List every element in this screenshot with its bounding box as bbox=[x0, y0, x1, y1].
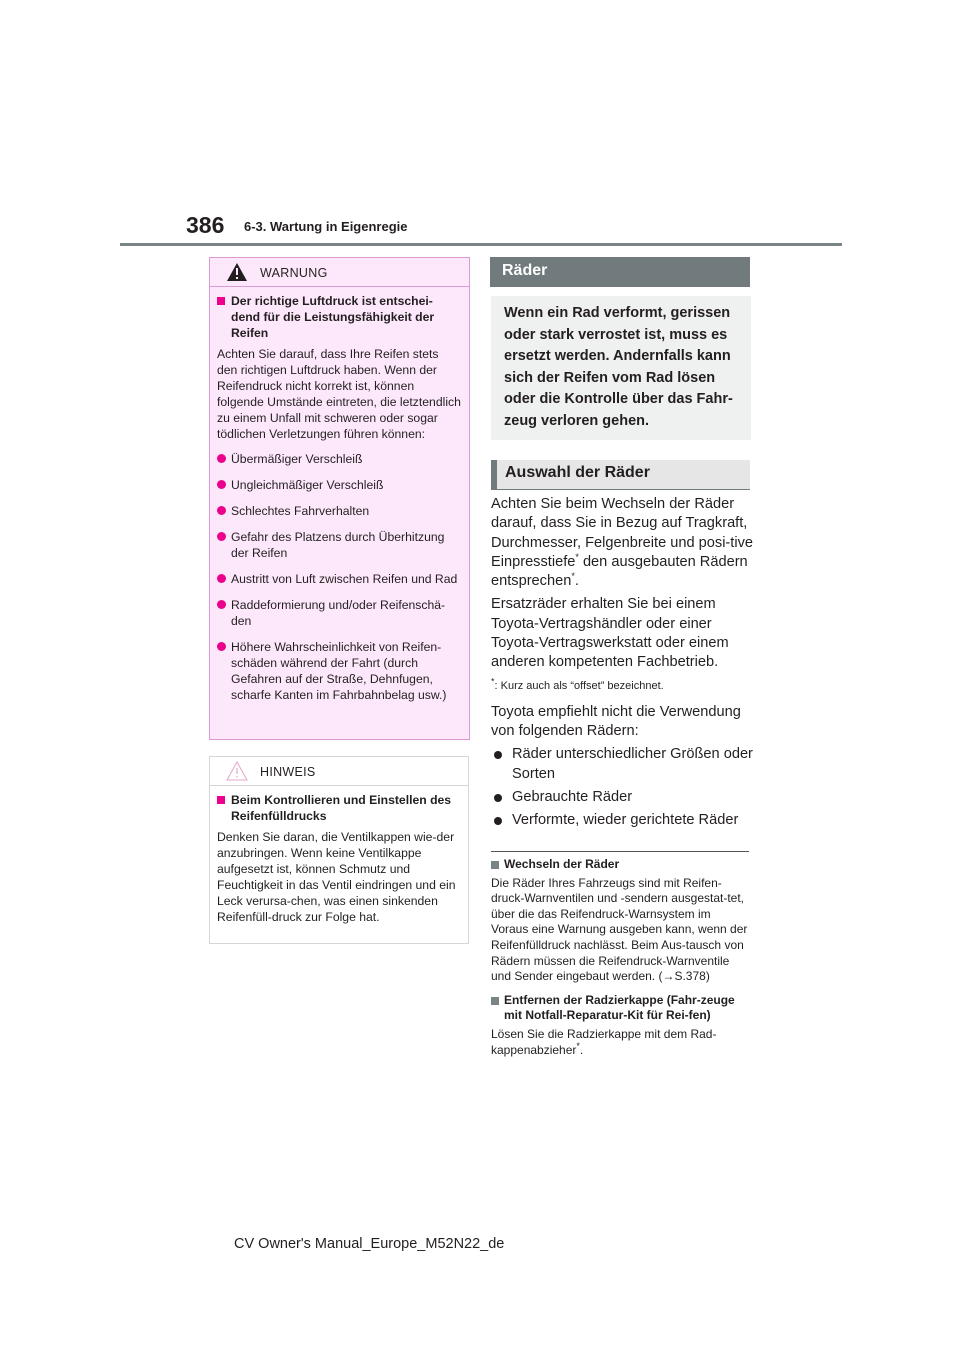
wheels-title-bar bbox=[490, 257, 750, 287]
list-item: Austritt von Luft zwischen Reifen und Rad bbox=[231, 572, 458, 586]
section-title: 6-3. Wartung in Eigenregie bbox=[244, 219, 408, 234]
list-item: Übermäßiger Verschleiß bbox=[231, 452, 363, 466]
footnote-mark: * bbox=[575, 552, 579, 563]
list-item: Verformte, wieder gerichtete Räder bbox=[512, 812, 739, 829]
square-bullet-icon bbox=[491, 997, 499, 1005]
bullet-icon bbox=[217, 480, 226, 489]
list-item: Räder unterschiedlicher Größen oder Sorten bbox=[512, 746, 753, 782]
selection-title: Auswahl der Räder bbox=[505, 464, 650, 481]
list-item: Ungleichmäßiger Verschleiß bbox=[231, 478, 384, 492]
square-bullet-icon bbox=[217, 796, 225, 804]
bullet-icon bbox=[217, 532, 226, 541]
warning-intro: Achten Sie darauf, dass Ihre Reifen stets den richtigen Luftdruck haben. Wenn der Reifendruck nicht korrekt ist, können folgende Umstände eintreten, die letztendlich zu einem Unfall mit schweren oder sogar tödlichen Verletzungen führen können: bbox=[217, 347, 461, 441]
notice-heading: Beim Kontrollieren und Einstellen des Reifenfülldrucks bbox=[231, 793, 452, 823]
page-number: 386 bbox=[186, 212, 225, 238]
list-item: Gebrauchte Räder bbox=[512, 788, 633, 805]
page-footer: CV Owner's Manual_Europe_M52N22_de bbox=[234, 1236, 505, 1252]
header-rule bbox=[120, 243, 842, 246]
square-bullet-icon bbox=[491, 861, 499, 869]
footnote: *: Kurz auch als “offset” bezeichnet. bbox=[491, 676, 664, 692]
caution-icon bbox=[226, 761, 248, 781]
square-bullet-icon bbox=[217, 297, 225, 305]
selection-paragraph: Achten Sie beim Wechseln der Räder darauf, dass Sie in Bezug auf Tragkraft, Durchmesser, Felgenbreite und posi-tive Einpresstiefe* den ausgebauten Rädern entsprechen*. bbox=[491, 496, 754, 590]
selection-title-bar bbox=[491, 460, 750, 490]
list-item: Schlechtes Fahrverhalten bbox=[231, 504, 370, 518]
remove-heading: Entfernen der Radzierkappe (Fahr-zeuge mit Notfall-Reparatur-Kit für Rei-fen) bbox=[504, 992, 735, 1023]
list-item: Raddeformierung und/oder Reifenschä-den bbox=[231, 598, 446, 628]
notice-box bbox=[209, 756, 469, 944]
change-text: Die Räder Ihres Fahrzeugs sind mit Reifen-druck-Warnventilen und -sendern ausgestat-tet, über die das Reifendruck-Warnsystem im Voraus eine Warnung ausgeben kann, wenn der Reifenfülldruck nachlässt. Beim Aus-tausch von Rädern müssen die Reifendruck-Warnventile und Sender eingebaut werden. (→S.378) bbox=[491, 875, 748, 984]
warning-box bbox=[209, 257, 470, 740]
bullet-icon bbox=[217, 506, 226, 515]
selection-body bbox=[491, 495, 756, 834]
bullet-icon bbox=[494, 751, 502, 759]
wheels-summary: Wenn ein Rad verformt, gerissen oder stark verrostet ist, muss es ersetzt werden. Andernfalls kann sich der Reifen vom Rad lösen oder die Kontrolle über das Fahr-zeug verloren gehen. bbox=[491, 296, 751, 440]
bullet-icon bbox=[217, 574, 226, 583]
notice-text: Denken Sie daran, die Ventilkappen wie-der anzubringen. Wenn keine Ventilkappe aufgesetzt ist, können Schmutz und Feuchtigkeit in das Ventil eindringen und ein Leck verursa-chen, was einen sinkenden Reifenfüll-druck zur Folge hat. bbox=[217, 830, 456, 924]
notice-title: HINWEIS bbox=[260, 765, 316, 779]
change-heading: Wechseln der Räder bbox=[504, 857, 620, 871]
list-item: Gefahr des Platzens durch Überhitzung der Reifen bbox=[231, 530, 445, 560]
wheels-title: Räder bbox=[502, 262, 548, 279]
notice-header bbox=[210, 757, 468, 786]
warning-icon bbox=[226, 262, 248, 282]
bullet-icon bbox=[494, 817, 502, 825]
recommend-paragraph: Toyota empfiehlt nicht die Verwendung von folgenden Rädern: bbox=[491, 703, 741, 739]
dealer-paragraph: Ersatzräder erhalten Sie bei einem Toyota-Vertragshändler oder einer Toyota-Vertragswerkstatt oder einem anderen kompetenten Fachbetrieb. bbox=[491, 596, 729, 671]
small-notes bbox=[491, 857, 750, 1066]
list-item: Höhere Wahrscheinlichkeit von Reifen-schäden während der Fahrt (durch Gefahren auf der Straße, Dehnfugen, scharfe Kanten im Fahrbahnbelag usw.) bbox=[231, 640, 447, 702]
warning-title: WARNUNG bbox=[260, 266, 328, 280]
divider bbox=[491, 851, 749, 852]
remove-text: Lösen Sie die Radzierkappe mit dem Rad-kappenabzieher*. bbox=[491, 1026, 717, 1057]
bullet-icon bbox=[217, 600, 226, 609]
warning-heading: Der richtige Luftdruck ist entschei-dend für die Leistungsfähigkeit der Reifen bbox=[231, 294, 435, 340]
bullet-icon bbox=[494, 794, 502, 802]
bullet-icon bbox=[217, 454, 226, 463]
footnote-mark: * bbox=[571, 571, 575, 582]
bullet-icon bbox=[217, 642, 226, 651]
warning-header bbox=[210, 258, 469, 287]
